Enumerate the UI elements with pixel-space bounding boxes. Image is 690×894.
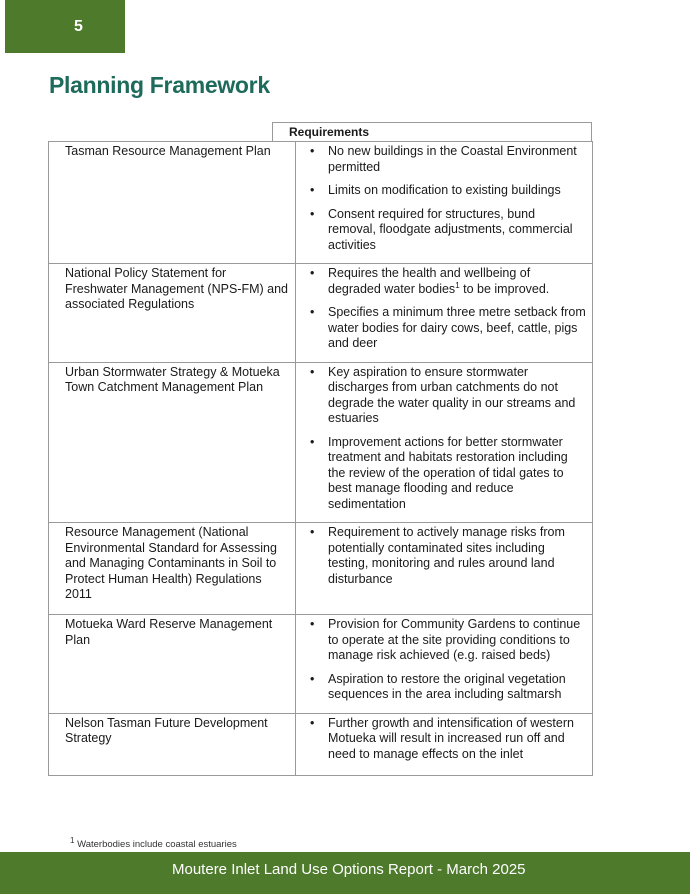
footer-text: Moutere Inlet Land Use Options Report - March 2025 <box>172 861 526 878</box>
planning-framework-table <box>48 141 593 776</box>
table-row <box>49 264 593 363</box>
requirements-cell <box>296 362 593 523</box>
document-name-cell: Tasman Resource Management Plan <box>49 142 296 264</box>
table-row <box>49 362 593 523</box>
table-row <box>49 713 593 775</box>
footnote <box>70 835 237 850</box>
footer-bar <box>0 852 690 894</box>
document-name-cell: Resource Management (National Environmental Standard for Assessing and Managing Contaminants in Soil to Protect Human Health) Regulations 2011 <box>49 523 296 615</box>
table-row <box>49 615 593 714</box>
requirement-item <box>296 144 586 175</box>
page-number: 5 <box>74 18 83 35</box>
requirement-item <box>296 435 586 513</box>
requirements-list <box>296 266 586 352</box>
document-name-cell: Urban Stormwater Strategy & Motueka Town Catchment Management Plan <box>49 362 296 523</box>
requirement-item <box>296 365 586 427</box>
requirement-text: No new buildings in the Coastal Environment permitted <box>328 144 577 174</box>
requirements-cell <box>296 264 593 363</box>
requirement-text: Requires the health and wellbeing of degraded water bodies <box>328 266 531 296</box>
requirement-item <box>296 305 586 352</box>
requirement-item <box>296 617 586 664</box>
table-body <box>49 142 593 776</box>
requirements-list <box>296 525 586 587</box>
requirements-list <box>296 365 586 513</box>
document-name-cell: Nelson Tasman Future Development Strategy <box>49 713 296 775</box>
requirement-text: Requirement to actively manage risks from potentially contaminated sites including testing, monitoring and rules around land disturbance <box>328 525 565 586</box>
requirement-item <box>296 525 586 587</box>
requirement-item <box>296 183 586 199</box>
requirement-item <box>296 716 586 763</box>
table-row <box>49 523 593 615</box>
footnote-text: Waterbodies include coastal estuaries <box>77 839 237 850</box>
requirement-text: Key aspiration to ensure stormwater discharges from urban catchments do not degrade the water quality in our streams and estuaries <box>328 364 576 425</box>
requirements-list <box>296 144 586 253</box>
footnote-reference: 1 <box>455 280 460 290</box>
requirements-cell <box>296 142 593 264</box>
requirement-item <box>296 207 586 254</box>
footnote-marker: 1 <box>70 835 75 845</box>
page-number-badge <box>5 0 125 53</box>
requirements-column-header: Requirements <box>272 122 592 141</box>
requirement-item <box>296 672 586 703</box>
document-name-cell: Motueka Ward Reserve Management Plan <box>49 615 296 714</box>
requirements-cell <box>296 523 593 615</box>
requirement-text: Limits on modification to existing buildings <box>328 183 561 197</box>
requirement-text: Improvement actions for better stormwater treatment and habitats restoration including the review of the operation of tidal gates to best manage flooding and reduce sedimentation <box>328 434 568 511</box>
page-title: Planning Framework <box>49 72 270 98</box>
requirements-cell <box>296 713 593 775</box>
requirements-list <box>296 617 586 703</box>
requirement-text: Further growth and intensification of western Motueka will result in increased run off and need to manage effects on the inlet <box>328 715 574 761</box>
requirement-text: Specifies a minimum three metre setback from water bodies for dairy cows, beef, cattle, pigs and deer <box>328 305 586 350</box>
requirement-text: Provision for Community Gardens to continue to operate at the site providing conditions to manage risk achieved (e.g. raised beds) <box>328 617 581 662</box>
table-row <box>49 142 593 264</box>
requirement-text: Consent required for structures, bund removal, floodgate adjustments, commercial activities <box>328 206 573 252</box>
requirement-item <box>296 266 586 297</box>
document-name-cell: National Policy Statement for Freshwater Management (NPS-FM) and associated Regulations <box>49 264 296 363</box>
requirements-list <box>296 716 586 763</box>
requirements-cell <box>296 615 593 714</box>
requirement-text: Aspiration to restore the original vegetation sequences in the area including saltmarsh <box>328 671 566 701</box>
requirement-text-continued: to be improved. <box>459 281 550 296</box>
